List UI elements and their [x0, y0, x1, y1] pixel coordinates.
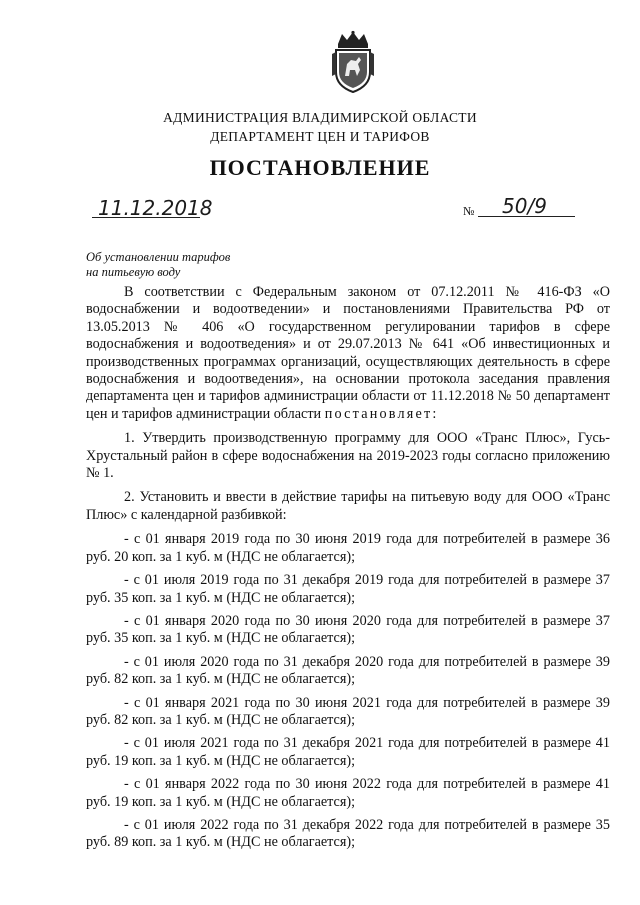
tariff-period: - с 01 января 2021 года по 30 июня 2021 года для потребителей в размере 39 руб. 82 коп. за 1 куб. м (НДС не облагается);	[86, 694, 610, 728]
item-2-paragraph: 2. Установить и ввести в действие тарифы на питьевую воду для ООО «Транс Плюс» с календарной разбивкой:	[86, 489, 610, 523]
preamble-text: В соответствии с Федеральным законом от 07.12.2011 № 416-ФЗ «О водоснабжении и водоотведении» и постановлениями Правительства РФ от 13.05.2013 № 406 «О государственном регулировании тарифов в сфере водоснабжения и водоотведения» и от 29.07.2013 № 641 «Об инвестиционных и производственных программах организаций, осуществляющих деятельность в сфере водоснабжения и водоотведения», на основании протокола заседания правления департамента цен и тарифов администрации области от 11.12.2018 № 50 департамент цен и тарифов администрации области	[86, 284, 610, 422]
date-underline	[92, 217, 200, 218]
tariff-period: - с 01 января 2022 года по 30 июня 2022 года для потребителей в размере 41 руб. 19 коп. за 1 куб. м (НДС не облагается);	[86, 776, 610, 810]
item-1-paragraph: 1. Утвердить производственную программу для ООО «Транс Плюс», Гусь-Хрустальный район в сфере водоснабжения на 2019-2023 годы согласно приложению № 1.	[86, 430, 610, 482]
coat-of-arms-icon	[330, 30, 376, 94]
tariff-period: - с 01 июля 2020 года по 31 декабря 2020 года для потребителей в размере 39 руб. 82 коп. за 1 куб. м (НДС не облагается);	[86, 653, 610, 688]
subject-line-2: на питьевую воду	[86, 265, 181, 279]
tariff-period: - с 01 июля 2019 года по 31 декабря 2019 года для потребителей в размере 37 руб. 35 коп. за 1 куб. м (НДС не облагается);	[86, 572, 610, 606]
tariff-period: - с 01 июля 2021 года по 31 декабря 2021 года для потребителей в размере 41 руб. 19 коп. за 1 куб. м (НДС не облагается);	[86, 735, 610, 769]
number-underline	[478, 216, 575, 217]
document-body	[86, 284, 610, 858]
document-subject	[86, 250, 346, 280]
subject-line-1: Об установлении тарифов	[86, 250, 231, 264]
number-label: №	[463, 204, 475, 218]
organization-name: АДМИНИСТРАЦИЯ ВЛАДИМИРСКОЙ ОБЛАСТИ	[163, 110, 477, 125]
department-name: ДЕПАРТАМЕНТ ЦЕН И ТАРИФОВ	[210, 129, 430, 144]
tariff-period: - с 01 января 2020 года по 30 июня 2020 года для потребителей в размере 37 руб. 35 коп. за 1 куб. м (НДС не облагается);	[86, 612, 610, 647]
document-title: ПОСТАНОВЛЕНИЕ	[209, 155, 431, 180]
document-number: 50/9	[502, 194, 547, 218]
tariff-period: - с 01 июля 2022 года по 31 декабря 2022 года для потребителей в размере 35 руб. 89 коп. за 1 куб. м (НДС не облагается);	[86, 816, 610, 851]
preamble-paragraph	[86, 284, 610, 423]
tariff-period: - с 01 января 2019 года по 30 июня 2019 года для потребителей в размере 36 руб. 20 коп. за 1 куб. м (НДС не облагается);	[86, 531, 610, 565]
decision-word: постановляет:	[324, 405, 439, 422]
document-date: 11.12.2018	[98, 196, 213, 220]
